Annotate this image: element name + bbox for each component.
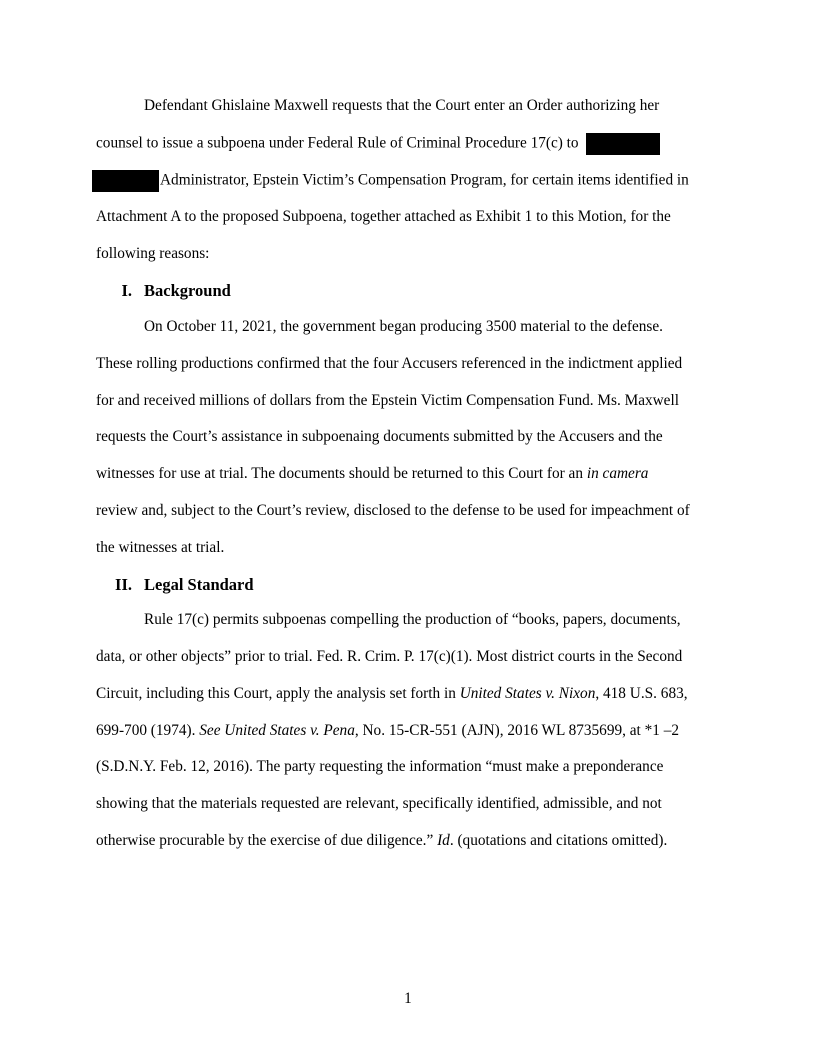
legal-line-5: (S.D.N.Y. Feb. 12, 2016). The party requesting the information “must make a preponderance <box>96 758 664 775</box>
legal-line-7 <box>96 831 667 851</box>
intro-line-3 <box>92 170 689 192</box>
background-line-4: requests the Court’s assistance in subpoenaing documents submitted by the Accusers and the <box>96 428 663 445</box>
legal-line-4-tail: , No. 15-CR-551 (AJN), 2016 WL 8735699, at *1 –2 <box>354 722 680 739</box>
intro-line-5: following reasons: <box>96 245 210 262</box>
intro-line-4: Attachment A to the proposed Subpoena, together attached as Exhibit 1 to this Motion, for the <box>96 208 671 225</box>
legal-line-3 <box>96 684 688 704</box>
redaction-box <box>92 170 159 192</box>
case-citation-nixon: United States v. Nixon <box>459 685 596 702</box>
legal-line-4 <box>96 721 679 741</box>
intro-line-3-text: Administrator, Epstein Victim’s Compensation Program, for certain items identified in <box>160 171 689 189</box>
section-number: II. <box>115 575 132 594</box>
legal-line-3-text: Circuit, including this Court, apply the analysis set forth in <box>96 685 460 702</box>
legal-line-7-text: otherwise procurable by the exercise of due diligence.” <box>96 832 438 849</box>
intro-line-1: Defendant Ghislaine Maxwell requests that the Court enter an Order authorizing her <box>144 97 660 114</box>
intro-line-2 <box>96 133 660 155</box>
italic-in-camera: in camera <box>586 465 649 482</box>
legal-line-4-text: 699-700 (1974). <box>96 722 200 739</box>
case-citation-pena: See United States v. Pena <box>199 722 355 739</box>
section-heading-background <box>96 281 231 301</box>
legal-line-7-tail: . (quotations and citations omitted). <box>449 832 668 849</box>
legal-line-1: Rule 17(c) permits subpoenas compelling the production of “books, papers, documents, <box>144 611 681 628</box>
page-number: 1 <box>404 990 412 1007</box>
background-line-2: These rolling productions confirmed that the four Accusers referenced in the indictment applied <box>96 355 683 372</box>
redaction-box <box>586 133 660 155</box>
background-line-6: review and, subject to the Court’s review, disclosed to the defense to be used for impeachment of <box>96 502 690 519</box>
section-title: Legal Standard <box>144 575 254 594</box>
section-heading-legal-standard <box>96 575 254 595</box>
legal-line-2: data, or other objects” prior to trial. Fed. R. Crim. P. 17(c)(1). Most district courts in the Second <box>96 648 683 665</box>
intro-line-2-text: counsel to issue a subpoena under Federal Rule of Criminal Procedure 17(c) to <box>96 134 579 152</box>
section-title: Background <box>144 281 231 300</box>
legal-line-6: showing that the materials requested are relevant, specifically identified, admissible, and not <box>96 795 662 812</box>
background-line-7: the witnesses at trial. <box>96 539 225 556</box>
background-line-3: for and received millions of dollars from the Epstein Victim Compensation Fund. Ms. Maxwell <box>96 392 679 409</box>
background-line-5 <box>96 464 648 484</box>
background-line-5-text: witnesses for use at trial. The documents should be returned to this Court for an <box>96 465 587 482</box>
citation-id: Id <box>437 832 450 849</box>
section-number: I. <box>121 281 132 300</box>
background-line-1: On October 11, 2021, the government began producing 3500 material to the defense. <box>144 318 663 335</box>
legal-line-3-tail: , 418 U.S. 683, <box>595 685 688 702</box>
